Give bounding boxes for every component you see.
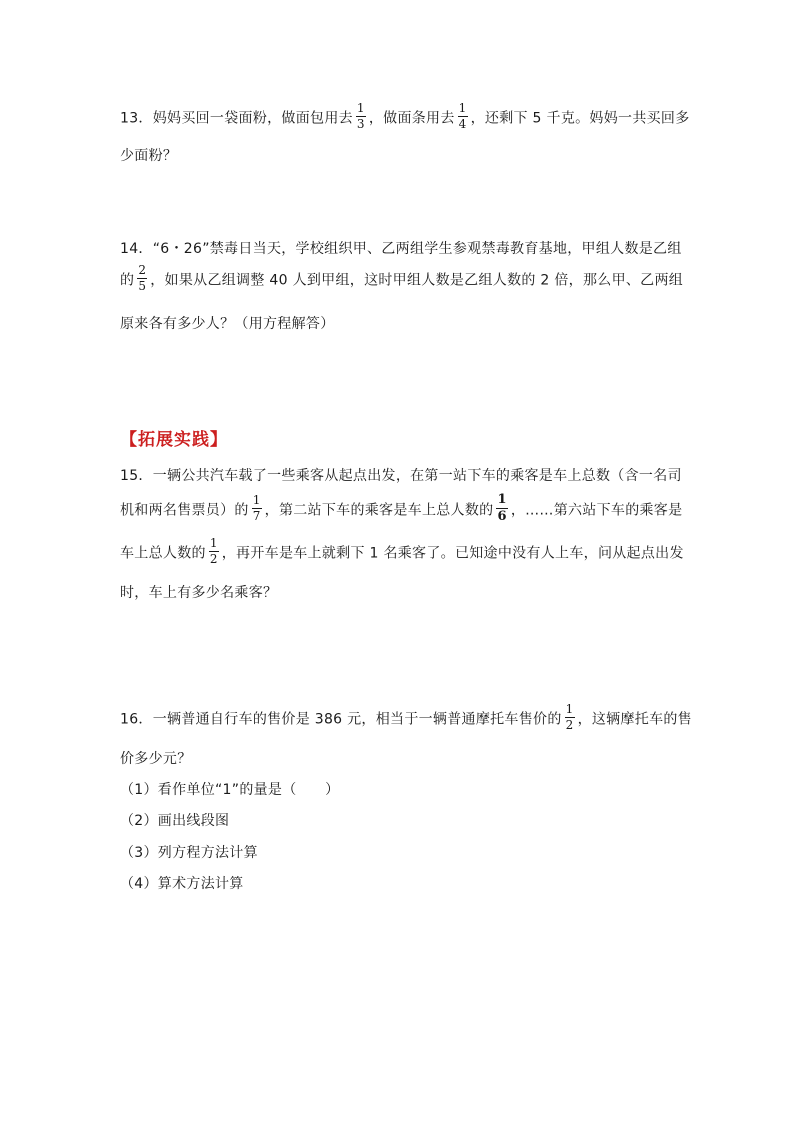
q16-line-2: 价多少元？ <box>120 751 192 767</box>
q15-text-a: 机和两名售票员）的 <box>120 502 249 519</box>
q15-text-d: 车上总人数的 <box>120 545 206 562</box>
section-title: 【拓展实践】 <box>120 430 228 450</box>
q13-fraction-2: $\frac{1}{4}$ <box>458 101 467 131</box>
q16-line-1 <box>120 702 692 734</box>
q15-fraction-3: $\frac{1}{2}$ <box>209 536 218 566</box>
q15-line-2 <box>120 492 683 526</box>
q13-line-2: 少面粉？ <box>120 148 178 164</box>
q14-fraction-1: $\frac{2}{5}$ <box>138 263 147 293</box>
q16-sub-4: （4）算术方法计算 <box>120 876 244 892</box>
q13-text-b: ，做面条用去 <box>368 110 455 127</box>
q15-line-1: 15．一辆公共汽车载了一些乘客从起点出发，在第一站下车的乘客是车上总数（含一名司 <box>120 468 682 484</box>
q13-text-c: ，还剩下 5 千克。妈妈一共买回多 <box>470 110 690 127</box>
q16-fraction-1: $\frac{1}{2}$ <box>565 702 574 732</box>
q16-sub-2: （2）画出线段图 <box>120 813 230 829</box>
q16-text-b: ，这辆摩托车的售 <box>577 711 692 728</box>
q14-text-b: ，如果从乙组调整 40 人到甲组，这时甲组人数是乙组人数的 2 倍，那么甲、乙两组 <box>150 272 684 289</box>
q15-fraction-1: $\frac{1}{7}$ <box>252 493 261 523</box>
q16-text-a: 16．一辆普通自行车的售价是 386 元，相当于一辆普通摩托车售价的 <box>120 711 562 728</box>
q15-line-4: 时，车上有多少名乘客？ <box>120 585 278 601</box>
q14-line-3: 原来各有多少人？（用方程解答） <box>120 316 335 332</box>
q15-fraction-2: $\frac{1}{6}$ <box>497 492 507 524</box>
q13-line-1 <box>120 101 690 133</box>
q13-fraction-1: $\frac{1}{3}$ <box>356 101 365 131</box>
q14-line-2 <box>120 263 684 295</box>
q15-text-e: ，再开车是车上就剩下 1 名乘客了。已知途中没有人上车，问从起点出发 <box>221 545 684 562</box>
q16-sub-1: （1）看作单位“1”的量是（ ） <box>120 782 340 798</box>
q13-text-a: 13．妈妈买回一袋面粉，做面包用去 <box>120 110 353 127</box>
q16-sub-3: （3）列方程方法计算 <box>120 845 258 861</box>
q15-text-b: ，第二站下车的乘客是车上总人数的 <box>264 502 494 519</box>
q15-line-3 <box>120 536 684 568</box>
q14-text-a: 的 <box>120 272 135 289</box>
q15-text-c: ，……第六站下车的乘客是 <box>510 502 683 519</box>
q14-line-1: 14．“6・26”禁毒日当天，学校组织甲、乙两组学生参观禁毒教育基地，甲组人数是乙组 <box>120 241 682 257</box>
